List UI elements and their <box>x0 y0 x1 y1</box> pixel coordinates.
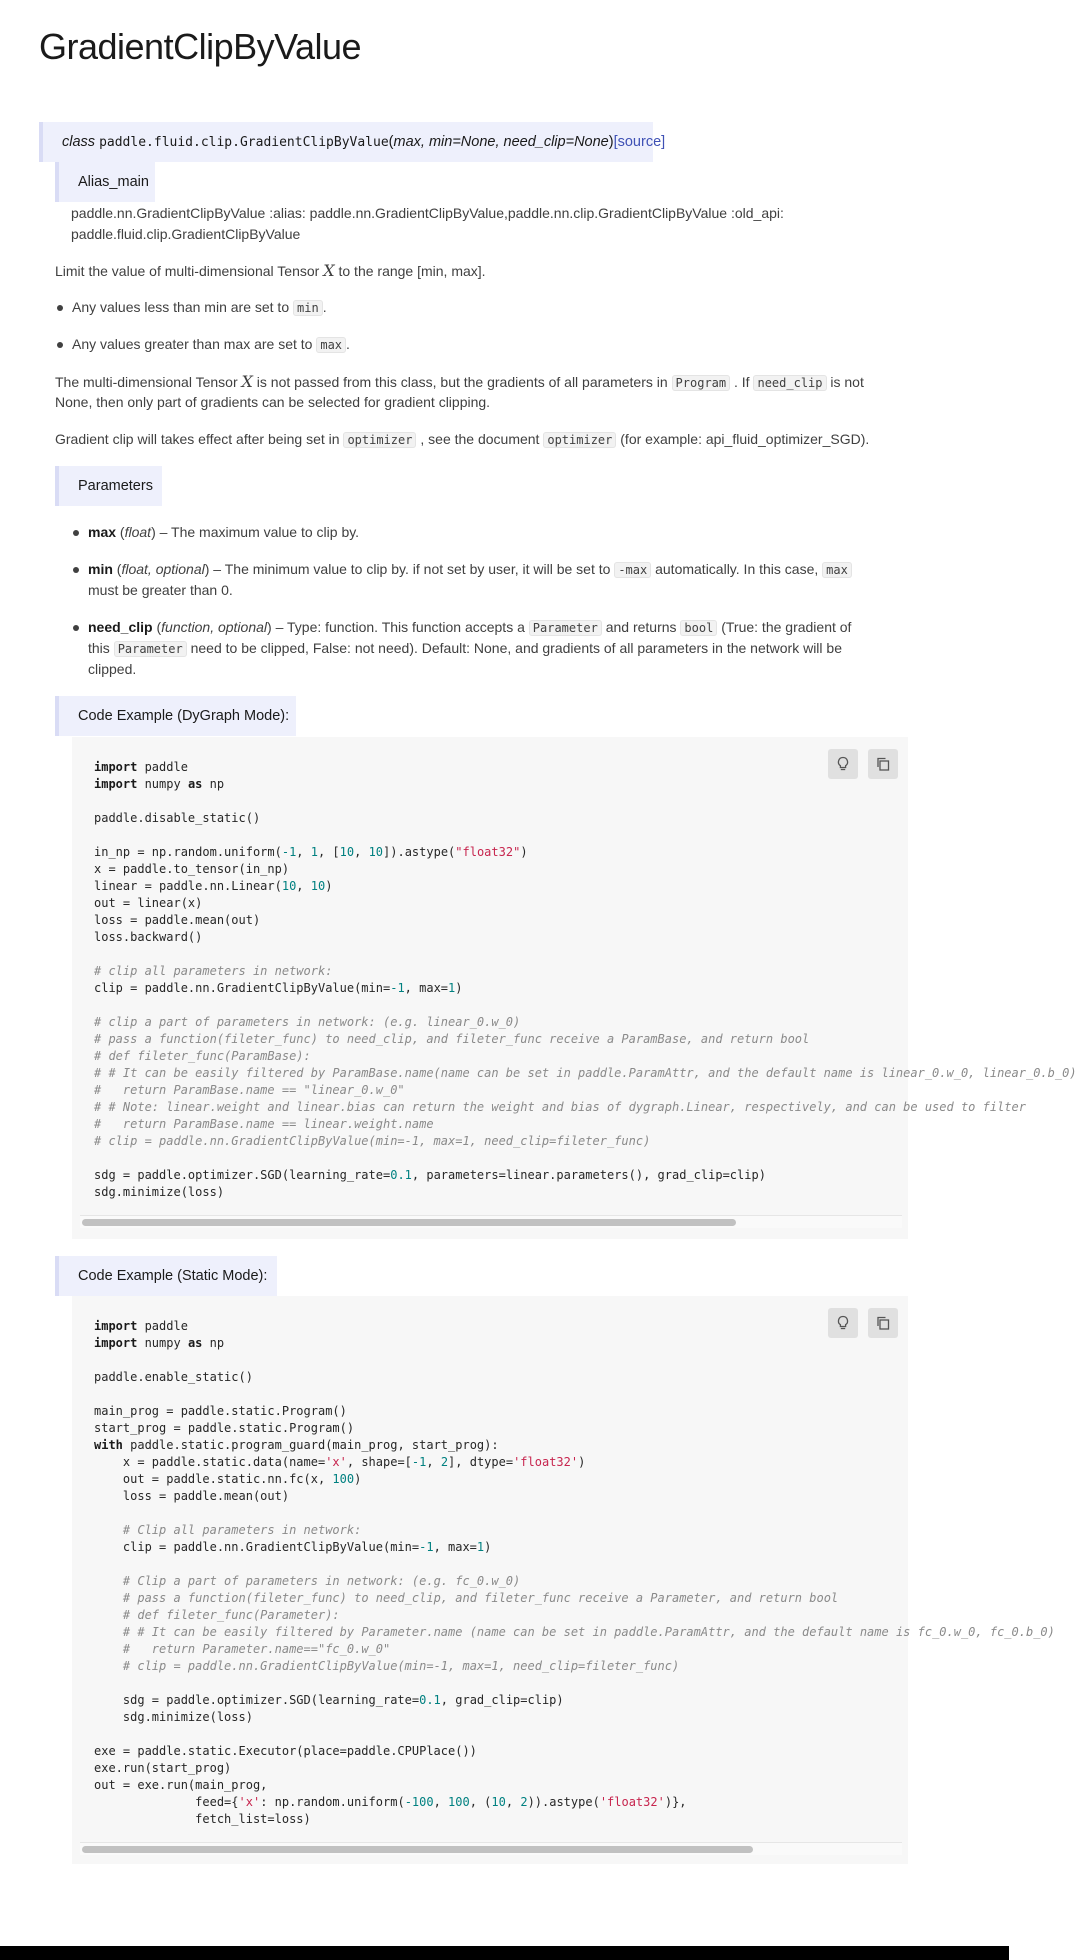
lightbulb-icon <box>835 1315 851 1331</box>
class-signature: class paddle.fluid.clip.GradientClipByValue(max, min=None, need_clip=None)[source] <box>39 122 653 162</box>
alias-text-line1: paddle.nn.GradientClipByValue :alias: paddle.nn.GradientClipByValue,paddle.nn.clip.GradientClipByValue :old_api: <box>71 205 784 221</box>
static-code-block <box>72 1296 1055 1864</box>
param-min-line2: must be greater than 0. <box>88 582 233 598</box>
param-max: max (float) – The maximum value to clip by. <box>88 524 360 540</box>
bottom-bar <box>0 1946 1009 1960</box>
dygraph-code-block <box>72 737 1077 1239</box>
copy-icon <box>875 756 891 772</box>
bullet-dot <box>73 530 79 536</box>
hint-button[interactable] <box>828 1308 858 1338</box>
description-paragraph-line1: The multi-dimensional Tensor X is not passed from this class, but the gradients of all parameters in Program . If need_clip is not <box>55 372 864 391</box>
source-link[interactable]: [source] <box>613 134 666 150</box>
copy-button[interactable] <box>868 1308 898 1338</box>
description-paragraph-line2: None, then only part of gradients can be selected for gradient clipping. <box>55 394 491 410</box>
hint-button[interactable] <box>828 749 858 779</box>
static-example-heading: Code Example (Static Mode): <box>55 1256 277 1296</box>
bullet-dot <box>57 305 63 311</box>
bullet-min: Any values less than min are set to min . <box>72 299 327 315</box>
static-code: import paddle import numpy as np paddle.enable_static() main_prog = paddle.static.Program() start_prog = paddle.static.Program() with paddle.static.program_guard(main_prog, start_prog): x = paddle.static.data(name='x', shape=[-1, 2], dtype='float32') out = paddle.static.nn.fc(x, 100) loss = paddle.mean(out) # Clip all parameters in network: clip = paddle.nn.GradientClipByValue(min=-1, max=1) # Clip a part of parameters in network: (e.g. fc_0.w_0) # pass a function(fileter_func) to need_clip, and fileter_func receive a Parameter, and return bool # def fileter_func(Parameter): # # It can be easily filtered by Parameter.name (name can be set in paddle.ParamAttr, and the default name is fc_0.w_0, fc_0.b_0) # return Parameter.name=="fc_0.w_0" # clip = paddle.nn.GradientClipByValue(min=-1, max=1, need_clip=fileter_func) sdg = paddle.optimizer.SGD(learning_rate=0.1, grad_clip=clip) sdg.minimize(loss) exe = paddle.static.Executor(place=paddle.CPUPlace()) exe.run(start_prog) out = exe.run(main_prog, feed={'x': np.random.uniform(-100, 100, (10, 2)).astype('float32')}, fetch_list=loss) <box>94 1319 1055 1826</box>
intro-paragraph: Limit the value of multi-dimensional Tensor X to the range [min, max]. <box>55 261 486 280</box>
bullet-dot <box>73 625 79 631</box>
horizontal-scrollbar[interactable] <box>80 1842 902 1855</box>
bullet-dot <box>57 342 63 348</box>
horizontal-scrollbar[interactable] <box>80 1215 902 1228</box>
copy-icon <box>875 1315 891 1331</box>
param-min-line1: min (float, optional) – The minimum value to clip by. if not set by user, it will be set to -max automatically. In this case, max <box>88 559 852 581</box>
copy-button[interactable] <box>868 749 898 779</box>
class-keyword: class <box>62 134 96 150</box>
param-need-clip-line2: this Parameter need to be clipped, False: not need). Default: None, and gradients of all parameters in the network will be <box>88 640 842 656</box>
dygraph-code: import paddle import numpy as np paddle.disable_static() in_np = np.random.uniform(-1, 1, [10, 10]).astype("float32") x = paddle.to_tensor(in_np) linear = paddle.nn.Linear(10, 10) out = linear(x) loss = paddle.mean(out) loss.backward() # clip all parameters in network: clip = paddle.nn.GradientClipByValue(min=-1, max=1) # clip a part of parameters in network: (e.g. linear_0.w_0) # pass a function(fileter_func) to need_clip, and fileter_func receive a ParamBase, and return bool # def fileter_func(ParamBase): # # It can be easily filtered by ParamBase.name(name can be set in paddle.ParamAttr, and the default name is linear_0.w_0, linear_0.b_0) # return ParamBase.name == "linear_0.w_0" # # Note: linear.weight and linear.bias can return the weight and bias of dygraph.Linear, respectively, and can be used to filter # return ParamBase.name == linear.weight.name # clip = paddle.nn.GradientClipByValue(min=-1, max=1, need_clip=fileter_func) sdg = paddle.optimizer.SGD(learning_rate=0.1, parameters=linear.parameters(), grad_clip=clip) sdg.minimize(loss) <box>94 760 1077 1199</box>
scrollbar-thumb[interactable] <box>82 1219 736 1226</box>
lightbulb-icon <box>835 756 851 772</box>
class-path: paddle.fluid.clip.GradientClipByValue <box>99 135 389 150</box>
bullet-max: Any values greater than max are set to max . <box>72 336 350 352</box>
parameters-heading: Parameters <box>55 466 162 506</box>
bullet-dot <box>73 567 79 573</box>
dygraph-example-heading: Code Example (DyGraph Mode): <box>55 696 296 736</box>
class-params: max, min=None, need_clip=None <box>393 134 609 150</box>
scrollbar-thumb[interactable] <box>82 1846 753 1853</box>
param-need-clip-line1: need_clip (function, optional) – Type: function. This function accepts a Parameter and returns bool (True: the gradient of <box>88 619 852 635</box>
optimizer-paragraph: Gradient clip will takes effect after being set in optimizer , see the document optimizer (for example: api_fluid_optimizer_SGD). <box>55 431 870 447</box>
param-need-clip-line3: clipped. <box>88 661 137 677</box>
alias-text-line2: paddle.fluid.clip.GradientClipByValue <box>71 226 301 242</box>
alias-heading: Alias_main <box>55 162 155 202</box>
page-title: GradientClipByValue <box>39 26 362 67</box>
